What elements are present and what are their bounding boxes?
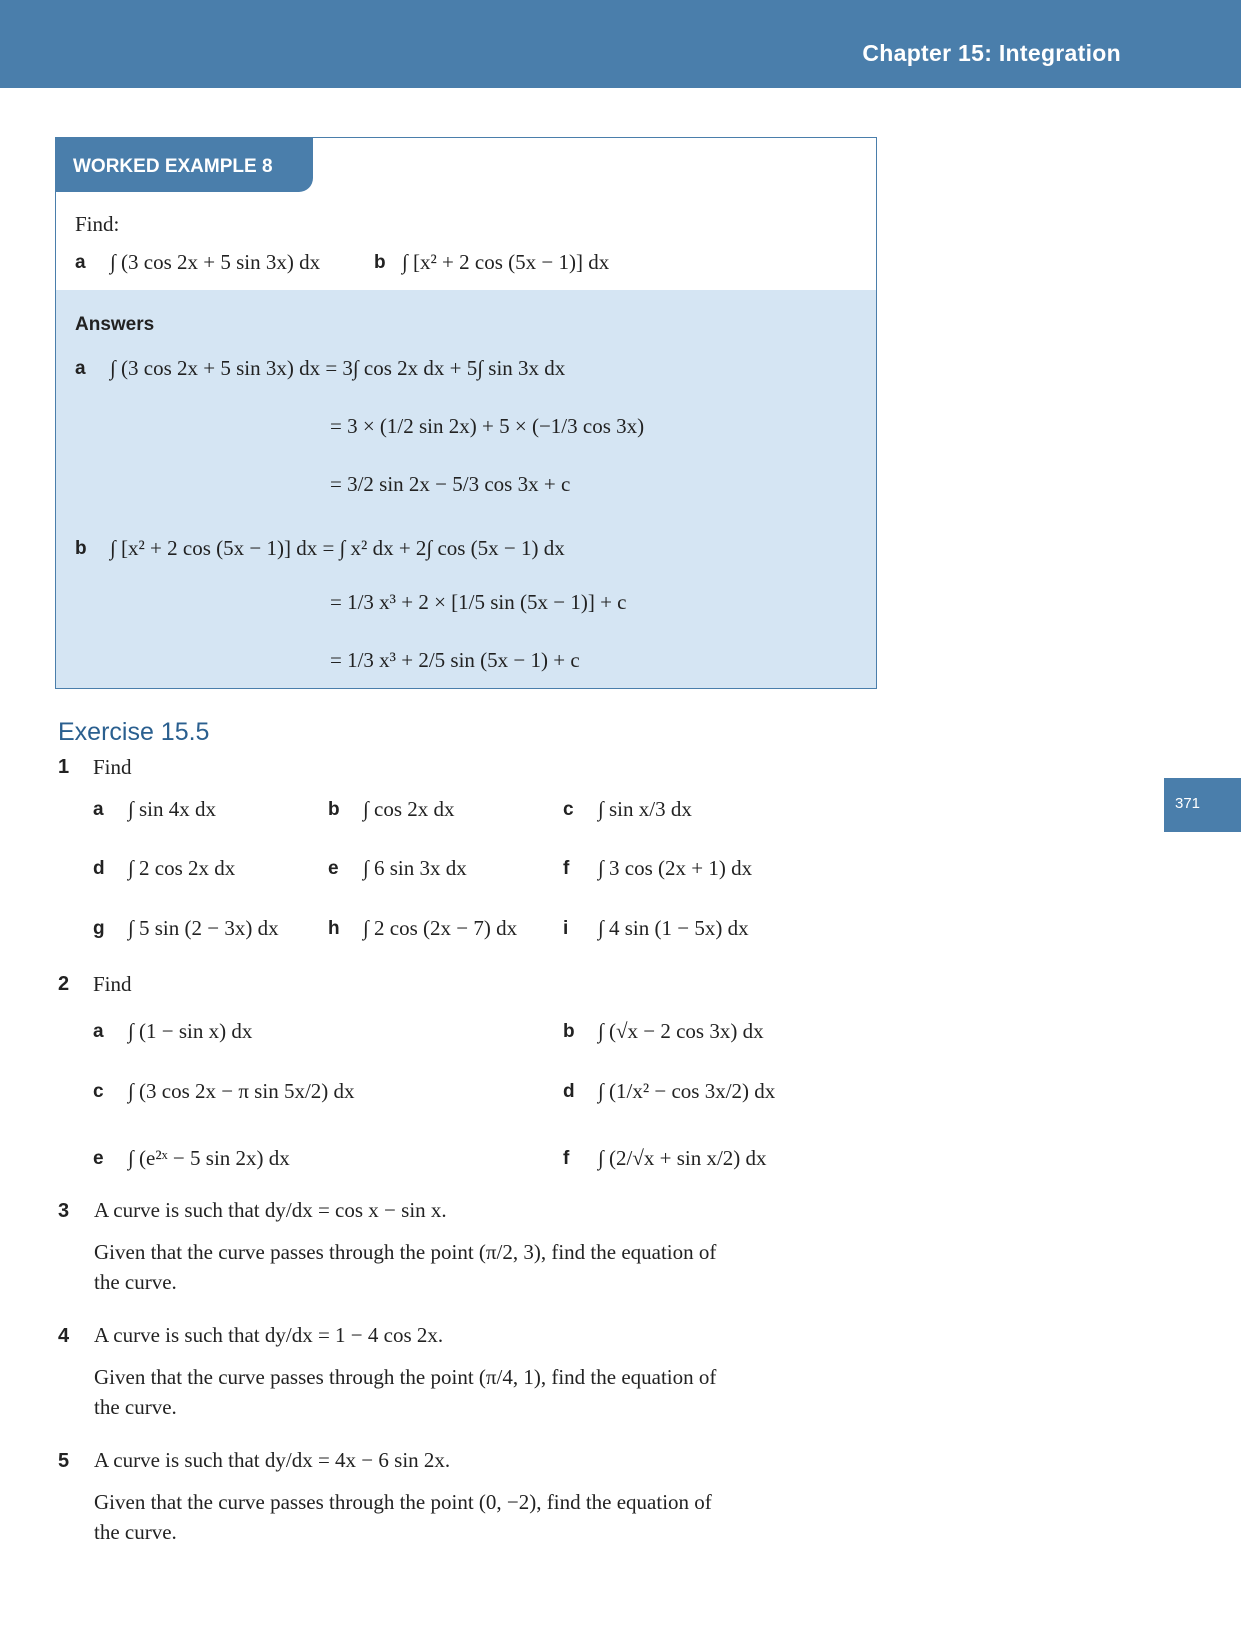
question-3-line-1: A curve is such that dy/dx = cos x − sin x. (94, 1198, 447, 1222)
we-part-b-expression: ∫ [x² + 2 cos (5x − 1)] dx (402, 250, 610, 274)
q1-item-label: i (563, 918, 569, 939)
q2-item-expression: ∫ (√x − 2 cos 3x) dx (598, 1019, 764, 1043)
question-3-line-2: Given that the curve passes through the point (π/2, 3), find the equation of (94, 1240, 717, 1264)
answers-label: Answers (75, 314, 155, 335)
q2-item-expression: ∫ (1/x² − cos 3x/2) dx (598, 1079, 776, 1103)
we-part-a-label: a (75, 252, 86, 273)
q1-item-label: h (328, 918, 340, 939)
q2-item-label: a (93, 1021, 104, 1042)
answer-a-label: a (75, 358, 86, 379)
question-4-line-2: Given that the curve passes through the point (π/4, 1), find the equation of (94, 1365, 717, 1389)
answer-b-line-3: = 1/3 x³ + 2/5 sin (5x − 1) + c (330, 648, 580, 672)
q2-item-expression: ∫ (1 − sin x) dx (128, 1019, 253, 1043)
q1-item-label: d (93, 858, 105, 879)
q1-item-expression: ∫ 2 cos (2x − 7) dx (363, 916, 518, 940)
q1-item-label: a (93, 799, 104, 820)
chapter-title: Chapter 15: Integration (862, 40, 1121, 66)
q2-item-label: d (563, 1081, 575, 1102)
exercise-title: Exercise 15.5 (58, 718, 210, 746)
question-1-prompt: Find (93, 755, 132, 779)
answer-a-line-3: = 3/2 sin 2x − 5/3 cos 3x + c (330, 472, 571, 496)
we-part-a-expression: ∫ (3 cos 2x + 5 sin 3x) dx (110, 250, 321, 274)
q2-item-expression: ∫ (2/√x + sin x/2) dx (598, 1146, 767, 1170)
q1-item-expression: ∫ sin x/3 dx (598, 797, 692, 821)
answer-a-line-2: = 3 × (1/2 sin 2x) + 5 × (−1/3 cos 3x) (330, 414, 645, 438)
q1-item-expression: ∫ 5 sin (2 − 3x) dx (128, 916, 279, 940)
question-3-line-3: the curve. (94, 1270, 177, 1294)
answer-b-label: b (75, 538, 87, 559)
q1-item-label: b (328, 799, 340, 820)
answer-b-line-2: = 1/3 x³ + 2 × [1/5 sin (5x − 1)] + c (330, 590, 627, 614)
question-5-line-3: the curve. (94, 1520, 177, 1544)
question-4-line-1: A curve is such that dy/dx = 1 − 4 cos 2x. (94, 1323, 444, 1347)
we-part-b-label: b (374, 252, 386, 273)
question-4-number: 4 (58, 1325, 70, 1347)
q1-item-label: e (328, 858, 339, 879)
q1-item-expression: ∫ 4 sin (1 − 5x) dx (598, 916, 749, 940)
page-number: 371 (1175, 795, 1201, 812)
question-5-line-1: A curve is such that dy/dx = 4x − 6 sin 2x. (94, 1448, 451, 1472)
q2-item-label: c (93, 1081, 104, 1102)
q1-item-expression: ∫ 6 sin 3x dx (363, 856, 467, 880)
question-2-prompt: Find (93, 972, 132, 996)
q1-item-expression: ∫ 3 cos (2x + 1) dx (598, 856, 753, 880)
question-1-number: 1 (58, 756, 70, 778)
question-5-line-2: Given that the curve passes through the point (0, −2), find the equation of (94, 1490, 712, 1514)
q1-item-label: c (563, 799, 574, 820)
q2-item-label: e (93, 1148, 104, 1169)
q1-item-expression: ∫ 2 cos 2x dx (128, 856, 236, 880)
question-3-number: 3 (58, 1200, 70, 1222)
find-label: Find: (75, 212, 120, 236)
answer-b-line-1: ∫ [x² + 2 cos (5x − 1)] dx = ∫ x² dx + 2∫ cos (5x − 1) dx (110, 536, 565, 560)
question-4-line-3: the curve. (94, 1395, 177, 1419)
q2-item-label: b (563, 1021, 575, 1042)
q1-item-expression: ∫ sin 4x dx (128, 797, 217, 821)
q1-item-label: f (563, 858, 570, 879)
q2-item-expression: ∫ (e²ˣ − 5 sin 2x) dx (128, 1146, 290, 1170)
answer-a-line-1: ∫ (3 cos 2x + 5 sin 3x) dx = 3∫ cos 2x dx + 5∫ sin 3x dx (110, 356, 566, 380)
question-5-number: 5 (58, 1450, 70, 1472)
worked-example-title: WORKED EXAMPLE 8 (73, 156, 273, 177)
q2-item-label: f (563, 1148, 570, 1169)
question-2-number: 2 (58, 973, 70, 995)
q1-item-label: g (93, 918, 105, 939)
q2-item-expression: ∫ (3 cos 2x − π sin 5x/2) dx (128, 1079, 355, 1103)
q1-item-expression: ∫ cos 2x dx (363, 797, 455, 821)
